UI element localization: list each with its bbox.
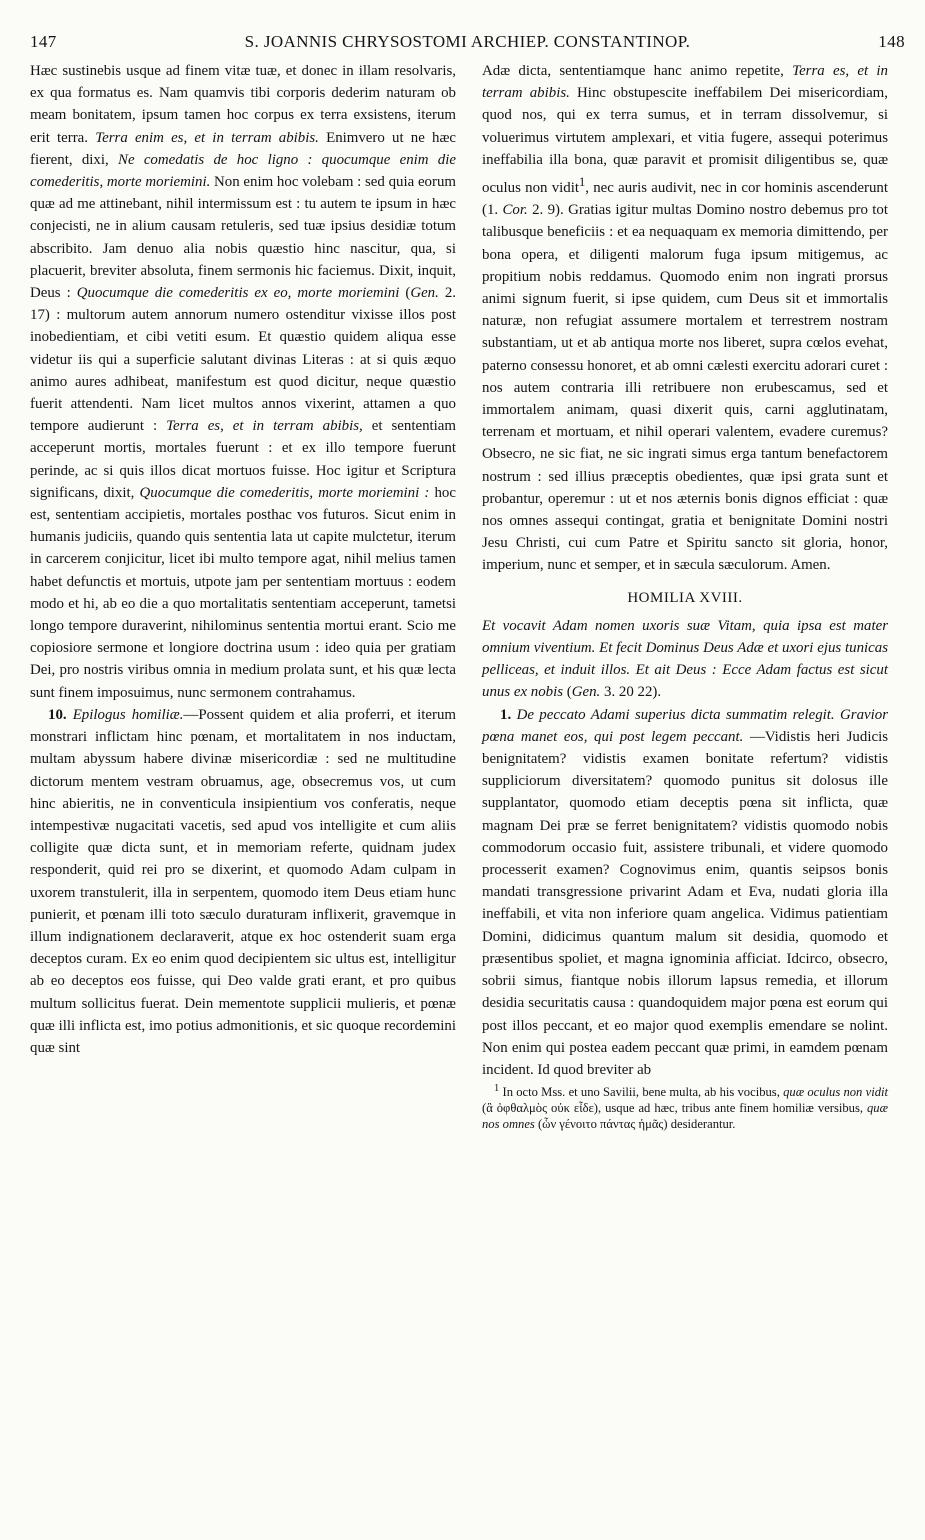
- left-column: [30, 60, 456, 1059]
- paragraph-epilogue: 10. Epilogus homiliæ.—Possent quidem et alia proferri, et iterum monstrari inflictam hinc pœnam, et mortalitatem in nos inductam, multam abyssum habere divinæ misericordiæ : sed ne multitudine dictorum mentem vestram obruamus, age, obsecremus vos, ut cum hinc abieritis, ne in conventicula insipientium vos conferatis, neque intempestivæ nugacitati vacetis, sed apud vos intelligite et cum aliis colligite quæ dicta sunt, et in memoriam referte, quidnam judex responderit, quid rei pro se dixerint, et quomodo Adam culpam in uxorem transtulerit, illa in serpentem, quomodo item Deus etiam hunc punierit, et pœnam illi toto sæculo duraturam inflixerit, gravemque in illum indignationem declaraverit, atque ex hoc ostenderit suam erga deceptos curam. Ex eo enim quod decipientem sic ultus est, intelligitur ab eo deceptos eos fuisse, qui Deo valde grati erant, et pro quibus multum sollicitus fuerat. Dein mementote supplicii mulieris, et pœnæ quæ illi inflicta est, imo potius admonitionis, et sic quoque recordemini quæ sint: [30, 706, 456, 1056]
- footnote-ref: 1: [579, 175, 586, 190]
- homily-lemma: Et vocavit Adam nomen uxoris suæ Vitam, quia ipsa est mater omnium viventium. Et fecit Dominus Deus Adæ et uxori ejus tunicas pelliceas, et induit illos. Et ait Deus : Ecce Adam factus est sicut unus ex nobis (Gen. 3. 20 22).: [482, 617, 888, 701]
- paragraph: Adæ dicta, sententiamque hanc animo repetite, Terra es, et in terram abibis. Hinc obstupescite ineffabilem Dei misericordiam, quod nos, qui ex terra sumus, et in terram dissolvemur, si voluerimus virtutem amplexari, et vitia fugere, assequi poterimus ineffabilia illa bona, quæ paravit et promisit diligentibus se, quæ oculus non vidit$^1$, nec auris audivit, nec in cor hominis ascenderunt (1. Cor. 2. 9). Gratias igitur multas Domino nostro debemus pro tot talibusque beneficiis : et ea nequaquam ex memoria dimittendo, per bona opera, et diligenti malorum fuga ipsum mitigemus, ac propitium nobis reddamus. Quomodo enim non ingrati prorsus animi signum fuerit, si ipse quidem, cum Deus sit et immortalis naturæ, non refugiat assumere mortalem et terrestrem nostram substantiam, ut et ab antiqua morte nos liberet, supra cœlos evehat, paterno consessu honoret, et ab omni cælesti exercitu adorari curet : nos autem contraria illi retribuere non erubescamus, sed et immortalem animam, quasi dixerit quis, carni agglutinatam, terrenam et mortuam, et nihil operari valentem, evadere curemus? Obsecro, ne sic fiat, ne sic ingrati simus erga tantum benefactorem nostrum : sed illius præceptis obedientes, quæ ipsi grata sunt et probantur, operemur : ut et nos æternis bonis dignos efficiat : quæ nos omnes assequi contingat, gratia et benignitate Domini nostri Jesu Christi, cui cum Patre et Spiritu sancto sit gloria, honor, imperium, nunc et semper, et in sæcula sæculorum. Amen.: [482, 63, 888, 574]
- running-title: S. JOANNIS CHRYSOSTOMI ARCHIEP. CONSTANTINOP.: [244, 32, 691, 51]
- paragraph: Hæc sustinebis usque ad finem vitæ tuæ, et donec in illam resolvaris, ex qua formatus es. Nam quamvis tibi corporis dederim naturam ob meam bonitatem, ipsum tamen hoc corpus ex terra exsistens, iterum erit terra. Terra enim es, et in terram abibis. Enimvero ut ne hæc fierent, dixi, Ne comedatis de hoc ligno : quocumque enim die comederitis, morte moriemini. Non enim hoc volebam : sed quia eorum quæ ad me attinebant, nihil intermissum est : tu autem te ipsum in hæc conjecisti, ne in alium causam retuleris, sed tuæ ipsius desidiæ totum abscribito. Jam denuo alia nobis quæstio hinc nascitur, qua, si placuerit, breviter absoluta, finem sermonis hic faciemus. Dixit, inquit, Deus : Quocumque die comederitis ex eo, morte moriemini (Gen. 2. 17) : multorum autem annorum numero ostenditur vixisse illos post inobedientiam, et cibi vetiti esum. Et quæstio quidem aliqua esse videtur iis qui a superficie salutant divinas Literas : at si quis æquo animo aures adhibeat, manifestum est quod dicitur, neque quæstio fuerit attendenti. Nam licet multos annos vixerint, attamen a quo tempore audierunt : Terra es, et in terram abibis, et sententiam acceperunt mortis, mortales fuerunt : et ex illo tempore fuerunt perinde, ac si quis illos dicat mortuos fuisse. Hoc igitur et Scriptura significans, dixit, Quocumque die comederitis, morte moriemini : hoc est, sententiam accipietis, mortales posthac vos futuros. Sicut enim in humanis judiciis, quando quis sententia lata ut capite mulctetur, iterum in carcerem conjicitur, licet ibi multo tempore agat, nihil melius tamen habet defunctis et mortuis, utpote jam per sententiam mortuus : eodem modo et hi, ab eo die a quo mortalitatis sententiam acceperunt, tametsi longo tempore duraverint, nihilominus sententia mortui erant. Scio me copiosiore sermone et longiore doctrina usum : ideo quia per gratiam Dei, pro nostris viribus omnia in medium prolata sunt, et his quæ lecta sunt finem imposuimus, nunc sermonem contrahamus.: [30, 63, 457, 701]
- page-number-left: 147: [30, 32, 57, 51]
- right-column: [482, 60, 888, 1132]
- page-header: [30, 32, 905, 56]
- page-number-right: 148: [878, 32, 905, 51]
- footnote: $^1$ In octo Mss. et uno Savilii, bene multa, ab his vocibus, quæ oculus non vidit (ἃ ὀφθαλμὸς οὐκ εἶδε), usque ad hæc, tribus ante finem homiliæ versibus, quæ nos omnes (ὧν γένοιτο πάντας ἡμᾶς) desiderantur.: [482, 1083, 888, 1132]
- homily-title: HOMILIA XVIII.: [627, 589, 743, 606]
- paragraph-homily-opening: 1. De peccato Adami superius dicta summatim relegit. Gravior pœna manet eos, qui post legem peccant. —Vidistis heri Judicis benignitatem? vidistis examen bonitate refertum? vidistis suppliciorum diversitatem? quomodo punitus sit dolosus ille supplantator, quomodo etiam deceptis pœna sit inflicta, quæ magnam Dei præ se ferret benignitatem? vidistis quomodo nobis commodorum occasio fuit, assistere tribunali, et videre quomodo processerit examen? Cognovimus enim, quantis seipsos bonis mandati transgressione privarint Adam et Eva, nudati gloria illa ineffabili, et vita non inferiore quam angelica. Vidimus patientiam Domini, didicimus quantum malum sit desidia, quomodo et præsentibus spoliet, et magna ignominia afficiat. Idcirco, obsecro, sobrii simus, fiantque nobis illorum lapsus remedia, et illorum desidia securitatis causa : quandoquidem major pœna est eorum qui post illos peccant, et eo major quod exemplis emendare se nolint. Non enim qui postea eadem peccant quæ primi, in eamdem pœnam incident. Id quod breviter ab: [482, 706, 889, 1078]
